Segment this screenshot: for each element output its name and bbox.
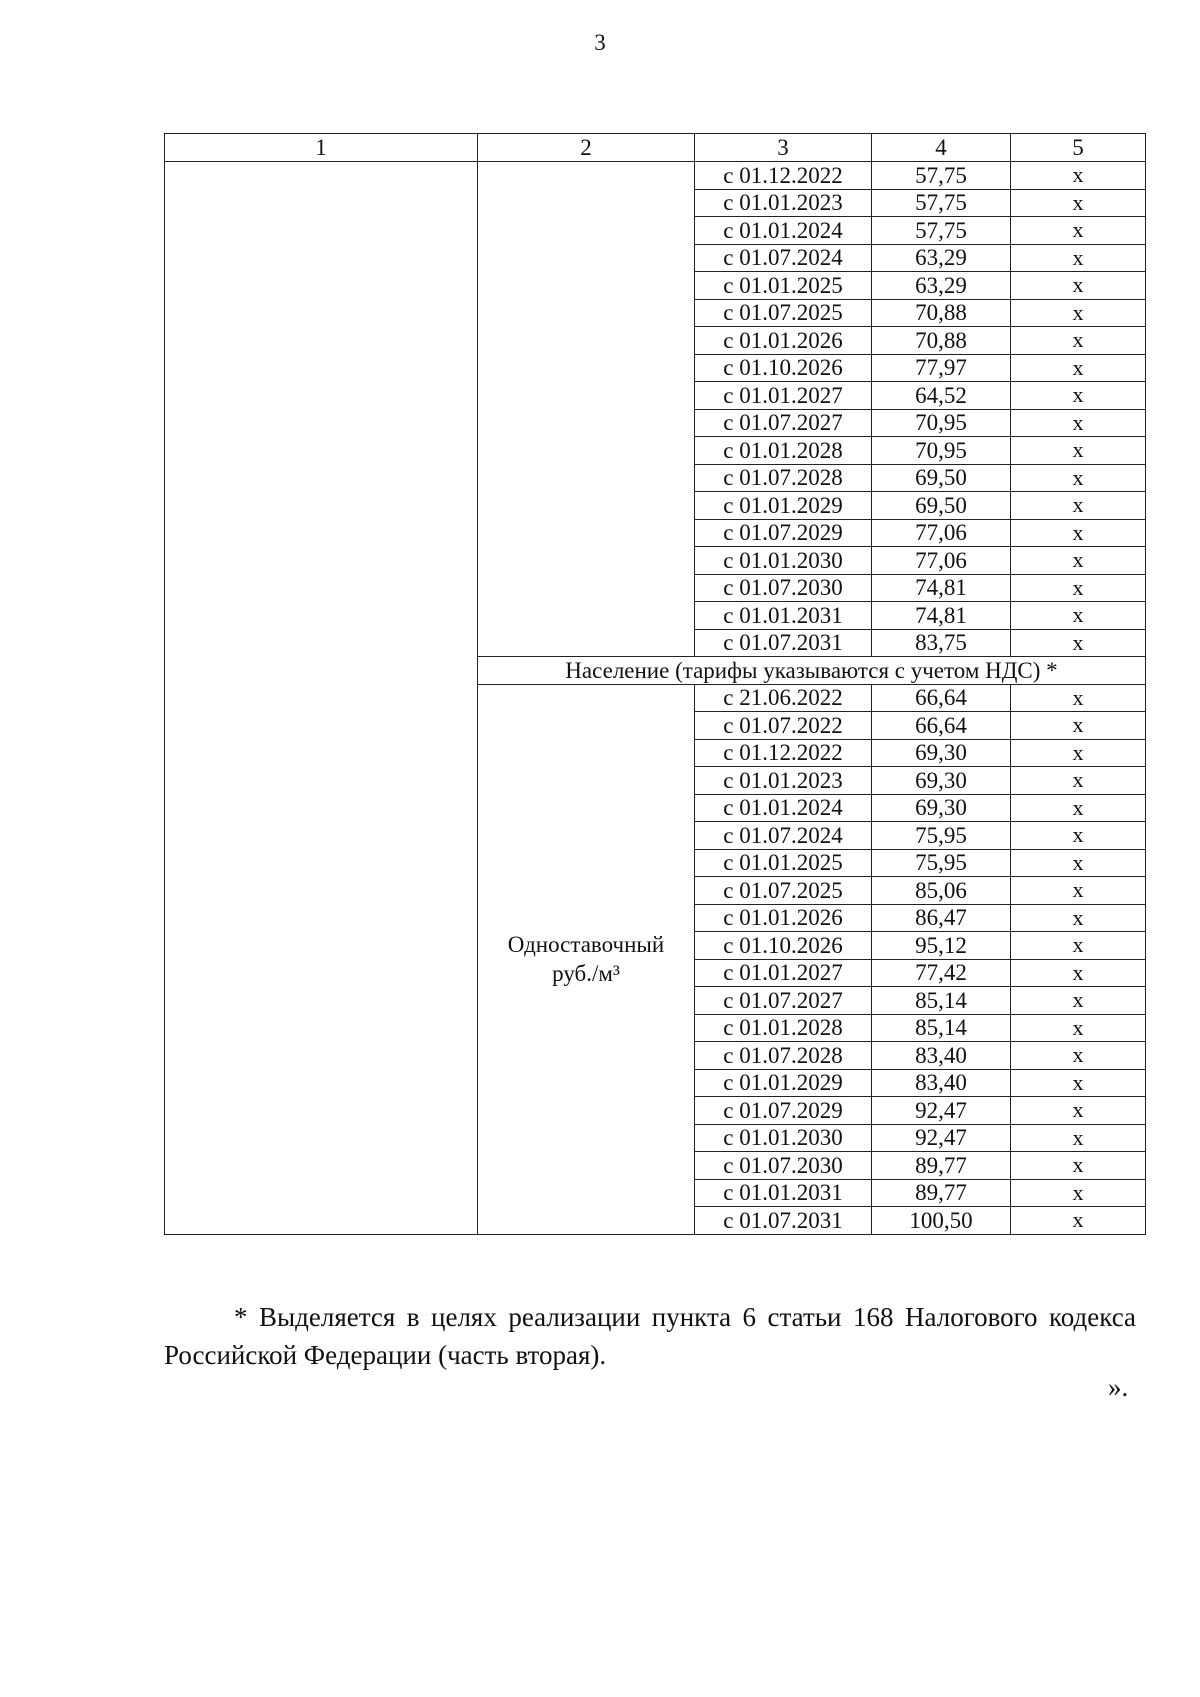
date-cell: с 01.01.2028 [695, 1014, 872, 1042]
mark-cell: х [1011, 822, 1146, 850]
mark-cell: х [1011, 1042, 1146, 1070]
mark-cell: х [1011, 574, 1146, 602]
column-1-cell [165, 162, 478, 1235]
mark-cell: х [1011, 382, 1146, 410]
mark-cell: х [1011, 1069, 1146, 1097]
tariff-value-cell: 57,75 [872, 189, 1011, 217]
tariff-value-cell: 69,30 [872, 794, 1011, 822]
tariff-table [164, 133, 1146, 1235]
date-cell: с 01.01.2031 [695, 1179, 872, 1207]
mark-cell: х [1011, 189, 1146, 217]
tariff-value-cell: 95,12 [872, 932, 1011, 960]
mark-cell: х [1011, 1014, 1146, 1042]
tariff-value-cell: 89,77 [872, 1179, 1011, 1207]
tariff-type-cell [478, 684, 695, 1234]
mark-cell: х [1011, 629, 1146, 657]
mark-cell: х [1011, 767, 1146, 795]
tariff-value-cell: 57,75 [872, 162, 1011, 190]
date-cell: с 01.01.2025 [695, 849, 872, 877]
column-header: 5 [1011, 134, 1146, 162]
date-cell: с 01.07.2024 [695, 244, 872, 272]
mark-cell: х [1011, 244, 1146, 272]
date-cell: с 01.01.2027 [695, 959, 872, 987]
page-number: 3 [594, 30, 606, 55]
mark-cell: х [1011, 904, 1146, 932]
tariff-type-label: Одноставочный [507, 932, 665, 957]
tariff-value-cell: 92,47 [872, 1097, 1011, 1125]
date-cell: с 01.01.2029 [695, 1069, 872, 1097]
date-cell: с 01.01.2024 [695, 217, 872, 245]
date-cell: с 01.01.2023 [695, 767, 872, 795]
tariff-value-cell: 70,88 [872, 299, 1011, 327]
tariff-value-cell: 89,77 [872, 1152, 1011, 1180]
mark-cell: х [1011, 1097, 1146, 1125]
date-cell: с 01.01.2028 [695, 437, 872, 465]
tariff-value-cell: 83,40 [872, 1069, 1011, 1097]
mark-cell: х [1011, 217, 1146, 245]
tariff-value-cell: 92,47 [872, 1124, 1011, 1152]
mark-cell: х [1011, 272, 1146, 300]
date-cell: с 01.12.2022 [695, 739, 872, 767]
mark-cell: х [1011, 849, 1146, 877]
date-cell: с 01.10.2026 [695, 932, 872, 960]
tariff-value-cell: 77,06 [872, 547, 1011, 575]
mark-cell: х [1011, 492, 1146, 520]
date-cell: с 01.07.2027 [695, 409, 872, 437]
table-row [165, 162, 1146, 190]
mark-cell: х [1011, 1124, 1146, 1152]
tariff-value-cell: 74,81 [872, 574, 1011, 602]
date-cell: с 01.01.2027 [695, 382, 872, 410]
mark-cell: х [1011, 1179, 1146, 1207]
date-cell: с 01.07.2029 [695, 1097, 872, 1125]
mark-cell: х [1011, 327, 1146, 355]
tariff-value-cell: 57,75 [872, 217, 1011, 245]
tariff-value-cell: 70,95 [872, 409, 1011, 437]
tariff-value-cell: 85,06 [872, 877, 1011, 905]
tariff-value-cell: 77,97 [872, 354, 1011, 382]
date-cell: с 01.01.2023 [695, 189, 872, 217]
tariff-value-cell: 83,75 [872, 629, 1011, 657]
mark-cell: х [1011, 794, 1146, 822]
table-header-row [165, 134, 1146, 162]
column-2-cell [478, 162, 695, 657]
tariff-value-cell: 85,14 [872, 1014, 1011, 1042]
tariff-value-cell: 69,50 [872, 464, 1011, 492]
mark-cell: х [1011, 959, 1146, 987]
section-heading: Население (тарифы указываются с учетом НДС) * [478, 657, 1146, 685]
date-cell: с 01.07.2031 [695, 1207, 872, 1235]
date-cell: с 01.01.2030 [695, 1124, 872, 1152]
date-cell: с 01.07.2025 [695, 877, 872, 905]
tariff-value-cell: 77,42 [872, 959, 1011, 987]
column-header: 4 [872, 134, 1011, 162]
tariff-value-cell: 63,29 [872, 272, 1011, 300]
date-cell: с 01.07.2030 [695, 1152, 872, 1180]
tariff-unit: руб./м³ [552, 961, 620, 986]
mark-cell: х [1011, 739, 1146, 767]
mark-cell: х [1011, 162, 1146, 190]
tariff-value-cell: 69,50 [872, 492, 1011, 520]
tariff-value-cell: 66,64 [872, 684, 1011, 712]
mark-cell: х [1011, 1152, 1146, 1180]
column-header: 3 [695, 134, 872, 162]
tariff-value-cell: 70,95 [872, 437, 1011, 465]
date-cell: с 01.07.2030 [695, 574, 872, 602]
tariff-value-cell: 100,50 [872, 1207, 1011, 1235]
mark-cell: х [1011, 684, 1146, 712]
date-cell: с 01.07.2028 [695, 464, 872, 492]
tariff-value-cell: 75,95 [872, 822, 1011, 850]
date-cell: с 01.07.2027 [695, 987, 872, 1015]
date-cell: с 01.01.2030 [695, 547, 872, 575]
tariff-value-cell: 66,64 [872, 712, 1011, 740]
tariff-value-cell: 85,14 [872, 987, 1011, 1015]
mark-cell: х [1011, 877, 1146, 905]
date-cell: с 01.07.2025 [695, 299, 872, 327]
tariff-value-cell: 83,40 [872, 1042, 1011, 1070]
closing-quote: ». [1108, 1372, 1129, 1402]
tariff-value-cell: 75,95 [872, 849, 1011, 877]
date-cell: с 01.07.2024 [695, 822, 872, 850]
date-cell: с 01.01.2026 [695, 327, 872, 355]
mark-cell: х [1011, 299, 1146, 327]
tariff-value-cell: 63,29 [872, 244, 1011, 272]
date-cell: с 01.01.2024 [695, 794, 872, 822]
mark-cell: х [1011, 409, 1146, 437]
mark-cell: х [1011, 547, 1146, 575]
mark-cell: х [1011, 987, 1146, 1015]
column-header: 2 [478, 134, 695, 162]
date-cell: с 01.01.2029 [695, 492, 872, 520]
date-cell: с 21.06.2022 [695, 684, 872, 712]
mark-cell: х [1011, 437, 1146, 465]
mark-cell: х [1011, 464, 1146, 492]
mark-cell: х [1011, 932, 1146, 960]
date-cell: с 01.10.2026 [695, 354, 872, 382]
date-cell: с 01.07.2031 [695, 629, 872, 657]
date-cell: с 01.07.2022 [695, 712, 872, 740]
tariff-value-cell: 69,30 [872, 767, 1011, 795]
tariff-value-cell: 86,47 [872, 904, 1011, 932]
mark-cell: х [1011, 602, 1146, 630]
tariff-value-cell: 64,52 [872, 382, 1011, 410]
tariff-value-cell: 70,88 [872, 327, 1011, 355]
date-cell: с 01.01.2031 [695, 602, 872, 630]
mark-cell: х [1011, 519, 1146, 547]
date-cell: с 01.01.2026 [695, 904, 872, 932]
mark-cell: х [1011, 1207, 1146, 1235]
tariff-value-cell: 69,30 [872, 739, 1011, 767]
tariff-value-cell: 74,81 [872, 602, 1011, 630]
date-cell: с 01.07.2029 [695, 519, 872, 547]
tariff-value-cell: 77,06 [872, 519, 1011, 547]
footnote: * Выделяется в целях реализации пункта 6 статьи 168 Налогового кодекса Российской Федерации (часть вторая). [164, 1302, 1136, 1370]
mark-cell: х [1011, 354, 1146, 382]
mark-cell: х [1011, 712, 1146, 740]
date-cell: с 01.12.2022 [695, 162, 872, 190]
date-cell: с 01.01.2025 [695, 272, 872, 300]
date-cell: с 01.07.2028 [695, 1042, 872, 1070]
column-header: 1 [165, 134, 478, 162]
